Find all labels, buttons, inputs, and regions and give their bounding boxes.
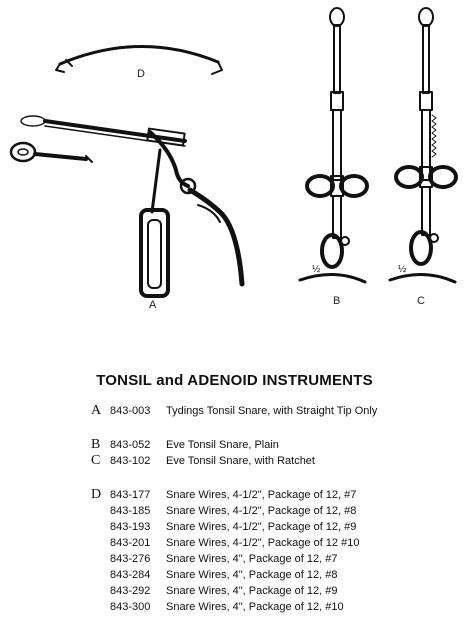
list-item (0, 489, 469, 504)
item-code: 843-185 (110, 505, 151, 517)
item-description: Snare Wires, 4", Package of 12, #8 (166, 569, 338, 581)
item-description: Snare Wires, 4-1/2", Package of 12, #8 (166, 505, 357, 517)
item-code: 843-284 (110, 569, 151, 581)
list-item (0, 439, 469, 454)
item-code: 843-193 (110, 521, 151, 533)
item-code: 843-201 (110, 537, 151, 549)
tonsil-snare-a (11, 116, 242, 296)
item-description: Eve Tonsil Snare, with Ratchet (166, 455, 315, 467)
item-letter: C (91, 453, 101, 468)
item-code: 843-102 (110, 455, 151, 467)
item-code: 843-177 (110, 489, 151, 501)
item-description: Snare Wires, 4-1/2", Package of 12, #9 (166, 521, 357, 533)
item-code: 843-052 (110, 439, 151, 451)
figure-label-b: B (333, 295, 341, 307)
figure-label-a: A (149, 299, 157, 311)
list-item (0, 521, 469, 536)
item-description: Snare Wires, 4-1/2", Package of 12 #10 (166, 537, 360, 549)
scale-label-b: ½ (312, 264, 321, 275)
list-item (0, 601, 469, 616)
scale-label-c: ½ (398, 264, 407, 275)
list-item (0, 585, 469, 600)
item-letter: B (91, 437, 101, 452)
list-item (0, 455, 469, 470)
item-letter: A (91, 403, 102, 418)
list-item (0, 405, 469, 420)
item-description: Snare Wires, 4", Package of 12, #9 (166, 585, 338, 597)
tonsil-snare-b (300, 8, 367, 282)
item-description: Snare Wires, 4", Package of 12, #10 (166, 601, 344, 613)
figure-label-c: C (417, 295, 425, 307)
list-item (0, 569, 469, 584)
item-description: Snare Wires, 4-1/2", Package of 12, #7 (166, 489, 357, 501)
item-code: 843-292 (110, 585, 151, 597)
list-item (0, 553, 469, 568)
list-item (0, 537, 469, 552)
item-description: Tydings Tonsil Snare, with Straight Tip Only (166, 405, 378, 417)
item-description: Eve Tonsil Snare, Plain (166, 439, 279, 451)
tonsil-snare-c (390, 8, 456, 282)
list-item (0, 505, 469, 520)
page-title: TONSIL and ADENOID INSTRUMENTS (96, 372, 373, 389)
item-description: Snare Wires, 4", Package of 12, #7 (166, 553, 338, 565)
item-code: 843-300 (110, 601, 151, 613)
figure-label-d: D (137, 68, 145, 80)
item-code: 843-276 (110, 553, 151, 565)
item-code: 843-003 (110, 405, 151, 417)
item-letter: D (91, 487, 102, 502)
